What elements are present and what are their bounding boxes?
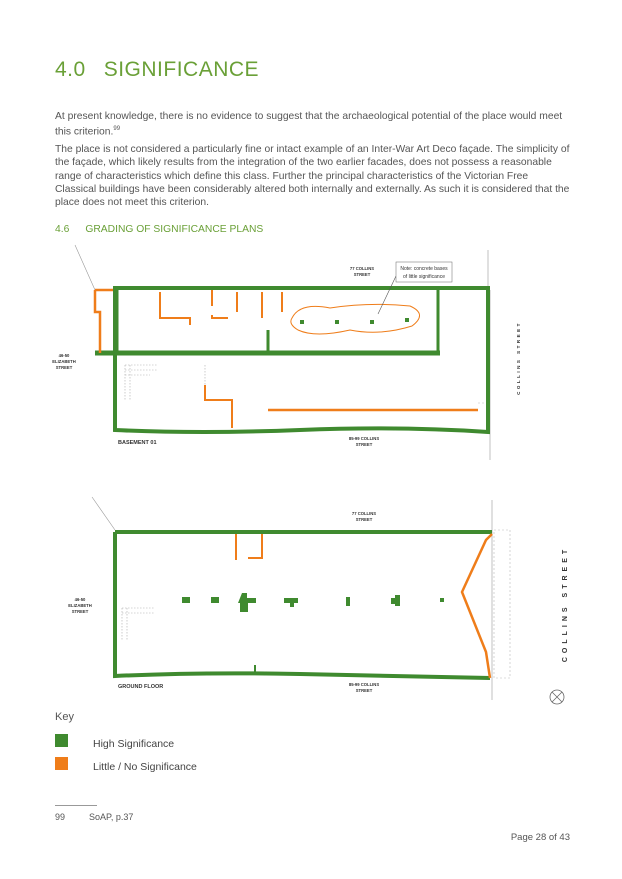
column-base bbox=[370, 320, 374, 324]
column bbox=[346, 597, 350, 606]
little-significance-wall bbox=[248, 534, 262, 558]
stairs bbox=[122, 608, 155, 640]
paragraph-text: The place is not considered a particularly fine or intact example of an Inter-War Art Deco façade. The simplicity of the façade, which likely results from the integration of the two earlier facades, does not possess a reasonable range of characteristics which define this class. Further the principal characteristics of the Victorian Free Classical buildings have been considerably altered both internally and externally. As such it is considered that the place does not meet this criterion. bbox=[55, 144, 570, 209]
north-point-icon bbox=[550, 690, 564, 704]
little-significance-wall bbox=[160, 292, 190, 325]
note-text: of little significance bbox=[403, 274, 445, 280]
high-significance-swatch bbox=[55, 734, 68, 747]
note-leader bbox=[378, 276, 396, 314]
footnote bbox=[55, 812, 133, 822]
page-number: Page 28 of 43 bbox=[510, 832, 570, 843]
neighbour-label: 77 COLLINS bbox=[351, 511, 377, 516]
ground-floor-plan bbox=[68, 497, 569, 704]
column-base bbox=[335, 320, 339, 324]
footnote-divider bbox=[55, 805, 97, 806]
neighbour-label: STREET bbox=[353, 272, 371, 277]
context-line bbox=[92, 497, 115, 530]
collins-street-label: COLLINS STREET bbox=[562, 545, 569, 663]
street-label: ELIZABETH bbox=[52, 359, 76, 364]
footpath bbox=[494, 530, 510, 678]
stairs bbox=[125, 365, 205, 400]
paragraph-text: At present knowledge, there is no evidence to suggest that the archaeological potential of the place would meet this criterion. bbox=[55, 111, 563, 138]
column bbox=[182, 597, 190, 603]
footnote-reference[interactable]: 99 bbox=[113, 126, 121, 133]
subsection-number: 4.6 bbox=[55, 224, 70, 235]
little-significance-wall bbox=[205, 385, 232, 428]
key-title: Key bbox=[55, 711, 74, 723]
column bbox=[211, 597, 219, 603]
street-label: 46-50 bbox=[58, 353, 70, 358]
section-number: 4.0 bbox=[55, 58, 86, 81]
plan-title: GROUND FLOOR bbox=[118, 684, 164, 690]
footnote-number: 99 bbox=[55, 812, 66, 822]
collins-street-label: COLLINS STREET bbox=[516, 321, 521, 395]
little-significance-wall bbox=[95, 290, 100, 353]
street-label: 46-50 bbox=[74, 597, 86, 602]
high-significance-boundary bbox=[115, 532, 492, 678]
neighbour-label: STREET bbox=[355, 688, 373, 693]
neighbour-label: 77 COLLINS bbox=[349, 266, 375, 271]
basement-plan bbox=[52, 245, 521, 460]
column-base bbox=[300, 320, 304, 324]
concrete-bases-outline bbox=[291, 304, 420, 334]
column bbox=[290, 598, 294, 607]
plan-title: BASEMENT 01 bbox=[118, 440, 157, 446]
little-significance-wall bbox=[212, 315, 228, 318]
neighbour-label: 85-99 COLLINS bbox=[348, 436, 380, 441]
neighbour-label: 85-99 COLLINS bbox=[348, 682, 380, 687]
little-significance-swatch bbox=[55, 757, 68, 770]
street-label: ELIZABETH bbox=[68, 603, 92, 608]
street-label: STREET bbox=[55, 365, 73, 370]
column bbox=[440, 598, 444, 602]
column-cluster bbox=[238, 593, 256, 612]
column bbox=[395, 595, 400, 606]
little-significance-facade bbox=[462, 534, 492, 678]
key-label-little: Little / No Significance bbox=[93, 761, 197, 773]
subsection-title: GRADING OF SIGNIFICANCE PLANS bbox=[85, 224, 264, 235]
neighbour-label: STREET bbox=[355, 442, 373, 447]
street-label: STREET bbox=[71, 609, 89, 614]
column-base bbox=[405, 318, 409, 322]
context-line bbox=[75, 245, 95, 290]
neighbour-label: STREET bbox=[355, 517, 373, 522]
footnote-text: SoAP, p.37 bbox=[89, 812, 134, 822]
key-label-high: High Significance bbox=[93, 738, 175, 750]
note-text: Note: concrete bases bbox=[400, 266, 448, 272]
section-title: SIGNIFICANCE bbox=[103, 58, 260, 81]
